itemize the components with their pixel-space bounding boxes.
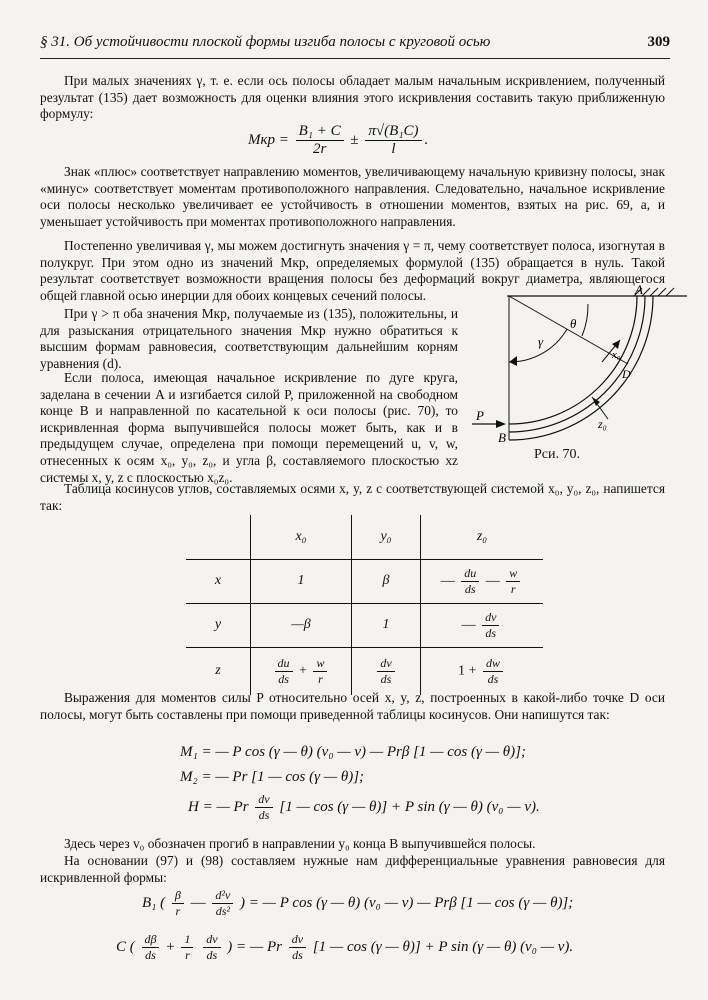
eq-b1-lhs: B₁ ( — [142, 894, 166, 911]
frac-den: ds — [485, 625, 497, 640]
eq-c-mid: ) = — Pr — [227, 938, 282, 955]
eq-den: r — [185, 948, 190, 962]
eq-num: 1 — [181, 932, 193, 948]
eq-num: d²v — [212, 888, 233, 904]
table-header-cell — [186, 515, 251, 559]
eq-den: ds — [206, 948, 218, 962]
eq-mkr-frac-2 — [365, 123, 421, 158]
table-header-row — [186, 515, 543, 559]
table-cell — [421, 559, 544, 603]
cell-frac — [506, 566, 520, 597]
label-z0: z₀ — [598, 417, 607, 431]
eq-c-rhs: [1 — cos (γ — θ)] + P sin (γ — θ) (v₀ — v). — [312, 938, 574, 955]
frac-den: r — [318, 671, 323, 686]
eq-c-plus: + — [166, 938, 175, 955]
row-axis: y — [186, 603, 251, 647]
eq-num: dβ — [142, 932, 160, 948]
table-cell — [352, 647, 421, 695]
cell-prefix: — — [461, 617, 476, 633]
table-row — [186, 647, 543, 695]
gamma-arrowhead — [509, 356, 517, 366]
eq-num: dv — [255, 792, 272, 808]
section-title: § 31. Об устойчивости плоской формы изгиба полосы с круговой осью — [40, 34, 491, 50]
table-cell — [251, 647, 352, 695]
eq-c-frac-3 — [203, 932, 220, 963]
cell-frac — [377, 656, 394, 687]
figure-caption: Рси. 70. — [534, 447, 580, 462]
eq-h-rhs: [1 — cos (γ — θ)] + P sin (γ — θ) (v₀ — v). — [279, 798, 540, 815]
eq-den: ds² — [215, 904, 230, 918]
paragraph-6: Таблица косинусов углов, составляемых осями x, y, z с соответствующей системой x₀, y₀, z₀, напишется так: — [40, 481, 665, 513]
table-cell — [421, 603, 544, 647]
eq-den: ds — [145, 948, 156, 962]
cell-frac — [461, 566, 479, 597]
table-cell: —β — [251, 603, 352, 647]
equation-m2: M₂ = — Pr [1 — cos (γ — θ)]; — [180, 769, 365, 785]
label-theta: θ — [570, 316, 577, 331]
eq-b1-rhs: ) = — P cos (γ — θ) (v₀ — v) — Prβ [1 — cos (γ — θ)]; — [240, 894, 574, 911]
paragraph-7: Выражения для моментов силы P относительно осей x, y, z, построенных в какой-либо точке D оси полосы, могут быть составлены при помощи приведенной таблицы косинусов. Они напишутся так: — [40, 690, 665, 722]
eq-num: B₁ + C — [296, 123, 344, 141]
frac-den: ds — [380, 671, 392, 686]
table-cell: β — [352, 559, 421, 603]
running-header — [40, 34, 670, 51]
paragraph-1: При малых значениях γ, т. е. если ось полосы обладает малым начальным искривлением, полученный результат (135) дает возможность для оценки влияния этого искривления составить такую приближенную формулу: — [40, 73, 665, 122]
cell-operator: — — [485, 573, 500, 589]
equation-mkr: Mкр = $\frac{\text{B₁ + C}}{2r}$ ± $\frac{\text{π√(B₁C)}}{l}$ . — [248, 123, 429, 157]
radius-to-d-line — [509, 296, 628, 364]
eq-num: dv — [203, 932, 220, 948]
header-rule — [40, 58, 670, 59]
cell-operator: + — [299, 663, 307, 679]
frac-num: w — [506, 566, 520, 582]
equation-c — [116, 932, 573, 963]
eq-den: 2r — [312, 141, 327, 157]
equation-h — [188, 792, 540, 823]
eq-plus-minus: ± — [350, 131, 359, 148]
table-header-cell: z₀ — [421, 515, 544, 559]
eq-h-lhs: H = — Pr — [188, 798, 249, 815]
label-gamma: γ — [538, 334, 544, 349]
row-axis: x — [186, 559, 251, 603]
frac-num: w — [313, 656, 327, 672]
eq-den: ds — [292, 948, 303, 962]
paragraph-4: При γ > π оба значения Mкр, получаемые из (135), положительны, и для разыскания отрицательного значения Mкр нужно обратиться к высшим формам равновесия, соответствующим дальнейшим корням уравнения (d). — [40, 306, 458, 371]
paragraph-5: Если полоса, имеющая начальное искривление по дуге круга, заделана в сечении A и изгибается силой P, приложенной на свободном конце B и направленной по касательной к оси полосы (рис. 70), то искривленная форма выпучившейся полосы может быть, как и в предыдущем случае, определена при помощи перемещений u, v, w, отнесенных к осям x₀, y₀, z₀, и угла β, составляемого плоскостью xz системы x, y, z с плоскостью x₀z₀. — [40, 370, 458, 485]
page-number: 309 — [647, 34, 670, 50]
row-axis: z — [186, 647, 251, 695]
force-p-arrowhead — [496, 420, 506, 428]
label-a: A — [635, 282, 643, 297]
frac-num: dv — [482, 610, 499, 626]
eq-c-lhs: C ( — [116, 938, 135, 955]
eq-den: r — [175, 904, 181, 918]
equation-m1: M₁ = — P cos (γ — θ) (v₀ — v) — Prβ [1 — cos (γ — θ)]; — [180, 744, 526, 760]
cell-prefix: — — [440, 573, 455, 589]
cell-frac — [483, 656, 503, 687]
label-x0: x₀ — [612, 349, 621, 361]
frac-den: ds — [464, 581, 476, 596]
eq-num: β — [172, 888, 184, 904]
frac-num: dv — [377, 656, 394, 672]
eq-c-frac-2 — [181, 932, 193, 963]
eq-b1-frac-2 — [212, 888, 233, 919]
table-cell — [421, 647, 544, 695]
label-p: P — [476, 408, 484, 423]
theta-arc — [582, 304, 588, 336]
cell-frac — [482, 610, 499, 641]
strip-inner-edge — [509, 296, 653, 440]
eq-c-frac-4 — [289, 932, 306, 963]
eq-num: dv — [289, 932, 306, 948]
eq-c-frac-1 — [142, 932, 160, 963]
eq-den: l — [391, 141, 396, 157]
eq-h-frac — [255, 792, 272, 823]
eq-num: π√(B₁C) — [365, 123, 421, 141]
frac-num: du — [275, 656, 293, 672]
table-row — [186, 603, 543, 647]
eq-b1-frac-1 — [172, 888, 184, 919]
paragraph-9: На основании (97) и (98) составляем нужные нам дифференциальные уравнения равновесия для искривленной формы: — [40, 853, 665, 885]
eq-b1-minus: — — [190, 894, 206, 911]
frac-num: du — [461, 566, 479, 582]
cell-prefix: 1 + — [458, 663, 477, 679]
eq-den: ds — [258, 808, 270, 822]
cosine-table — [186, 515, 543, 695]
label-d: D — [622, 367, 631, 381]
eq-mkr-frac-1 — [296, 123, 344, 158]
table-cell: 1 — [352, 603, 421, 647]
paragraph-3: Постепенно увеличивая γ, мы можем достигнуть значения γ = π, чему соответствует полоса, изогнутая в полукруг. При этом одно из значений Mкр, определяемых формулой (135) обращается в нуль. Такой результат соответствует возможности вращения полосы без деформаций вокруг диаметра, являющегося общей главной осью инерции для обоих концевых сечений полосы. — [40, 238, 665, 303]
cell-frac — [313, 656, 327, 687]
frac-den: r — [510, 581, 516, 596]
table-cell: 1 — [251, 559, 352, 603]
table-row — [186, 559, 543, 603]
frac-den: ds — [278, 671, 289, 686]
paragraph-2: Знак «плюс» соответствует направлению моментов, увеличивающему начальную кривизну полосы, знак «минус» соответствует моментам противоположного направления. Следовательно, начальное искривление оси полосы несколько увеличивает ее устойчивость в отношении моментов, взятых на рис. 69, а, и уменьшает устойчивость при моментах противоположного направления. — [40, 164, 665, 229]
frac-num: dw — [483, 656, 503, 672]
figure-70 — [462, 282, 692, 452]
cell-frac — [275, 656, 293, 687]
label-b: B — [498, 430, 506, 445]
eq-mkr-lhs: Mкр = — [248, 131, 289, 148]
frac-den: ds — [487, 671, 499, 686]
paragraph-8: Здесь через v₀ обозначен прогиб в направлении y₀ конца B выпучившейся полосы. — [64, 836, 536, 851]
equation-b1 — [142, 888, 573, 919]
table-header-cell: y₀ — [352, 515, 421, 559]
table-header-cell: x₀ — [251, 515, 352, 559]
strip-middle-edge — [509, 296, 645, 432]
